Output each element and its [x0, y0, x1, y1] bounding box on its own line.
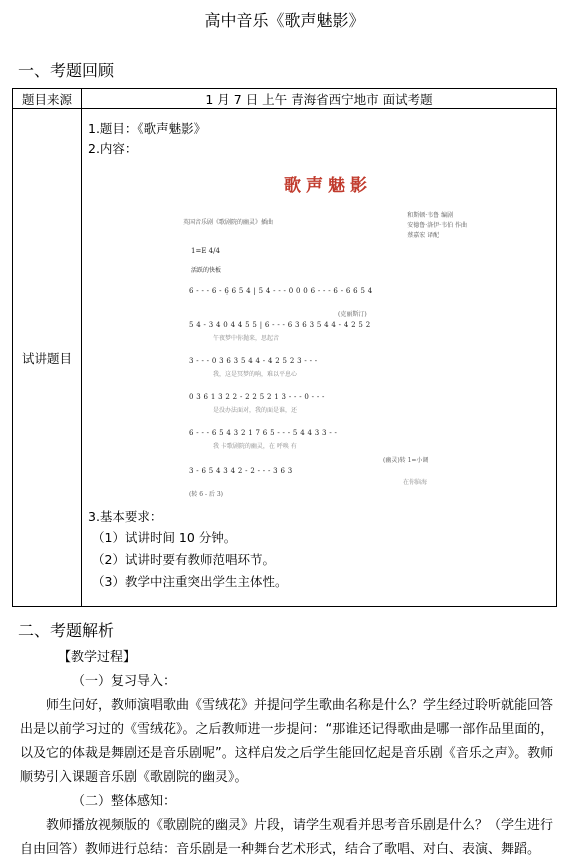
- page-title: 高中音乐《歌声魅影》: [204, 11, 365, 30]
- paragraph: 教师播放视频版的《歌剧院的幽灵》片段，请学生观看并思考音乐剧是什么？（学生进行自由回答）教师进行总结：音乐剧是一种舞台艺术形式，结合了歌唱、对白、表演、舞蹈。: [20, 818, 554, 857]
- score-row: 3 - 6 5 4 3 4 2 - 2 - - - 3 6 3: [189, 466, 293, 475]
- score-mark: (幽灵)转 1=小调: [383, 456, 429, 464]
- step-heading: （一）复习导入：: [72, 674, 177, 689]
- step-heading: （二）整体感知：: [72, 794, 177, 809]
- requirement-item: （2）试讲时要有教师范唱环节。: [92, 551, 275, 567]
- score-lyric: 我 卡歌剧院的幽灵，在 呼唤 有: [213, 442, 297, 450]
- score-row: 0 3 6 1 3 2 2 - 2 2 5 2 1 3 - - - 0 - - -: [189, 392, 325, 401]
- score-lyric: 在你脑海: [403, 478, 428, 486]
- requirement-item: （1）试讲时间 10 分钟。: [92, 529, 237, 545]
- score-mark: (转 6 - 后 3): [189, 490, 223, 498]
- score-row: 6 - - - 6 5 4 3 2 1 7 6 5 - - - 5 4 4 3 3 - -: [189, 428, 338, 437]
- content-line: 2.内容：: [88, 140, 138, 156]
- score-row: 3 - - - 0 3 6 3 5 4 4 - 4 2 5 2 3 - - -: [189, 356, 318, 365]
- score-title: 歌声魅影: [284, 175, 372, 196]
- source-value: 1 月 7 日 上午 青海省西宁地市 面试考题: [82, 89, 557, 109]
- question-table: [12, 88, 557, 607]
- paragraph: 师生问好，教师演唱歌曲《雪绒花》并提问学生歌曲名称是什么？学生经过聆听就能回答出是以前学习过的《雪绒花》。之后教师进一步提问：“那谁还记得歌曲是哪一部作品里面的，以及它的体裁是舞剧还是音乐剧呢”。这样启发之后学生能回忆起是音乐剧《音乐之声》。教师顺势引入课题音乐剧《歌剧院的幽灵》。: [20, 698, 554, 785]
- score-mark: (克丽斯汀): [338, 310, 367, 318]
- requirements-heading: 3.基本要求：: [88, 508, 163, 524]
- score-row: 5 4 - 3 4 0 4 4 5 5 | 6 - - - 6 3 6 3 5 4 4 - 4 2 5 2: [189, 320, 371, 329]
- credit-line: 安德鲁·洛伊·韦伯 作曲: [407, 221, 467, 229]
- music-score: [183, 171, 473, 501]
- score-lyric: 我，这是冥梦的响，难以平息心: [213, 370, 298, 378]
- score-subtitle: 英国音乐剧《歌剧院的幽灵》插曲: [183, 218, 274, 226]
- score-meter: 1=E 4/4: [191, 246, 220, 255]
- score-lyric: 午夜梦中你抛来，思起音: [213, 334, 280, 342]
- topic-content: [82, 109, 557, 607]
- source-label: 题目来源: [13, 89, 82, 109]
- analysis-body: [0, 646, 569, 862]
- score-tempo: 活跃的快板: [191, 266, 222, 274]
- topic-label: 试讲题目: [13, 109, 82, 607]
- process-heading: 【教学过程】: [58, 650, 137, 665]
- score-row: 6 - - - 6 - 6̣ 6 5 4 | 5 4 - - - 0 0 0 6 - - - 6 - 6 6 5 4: [189, 286, 373, 295]
- requirement-item: （3）教学中注重突出学生主体性。: [92, 573, 288, 589]
- credit-line: 和斯顿·韦鲁 编剧: [407, 211, 454, 219]
- table-row-topic: [13, 109, 557, 607]
- section-heading-review: 一、考题回顾: [18, 61, 115, 80]
- table-row-source: [13, 89, 557, 109]
- score-credits: [407, 211, 467, 241]
- section-heading-analysis: 二、考题解析: [18, 621, 115, 640]
- score-lyric: 是没办法面对，我的面是谁，还: [213, 406, 298, 414]
- topic-line: 1.题目：《歌声魅影》: [88, 120, 207, 136]
- credit-line: 蔡嘉宏 译配: [407, 231, 440, 239]
